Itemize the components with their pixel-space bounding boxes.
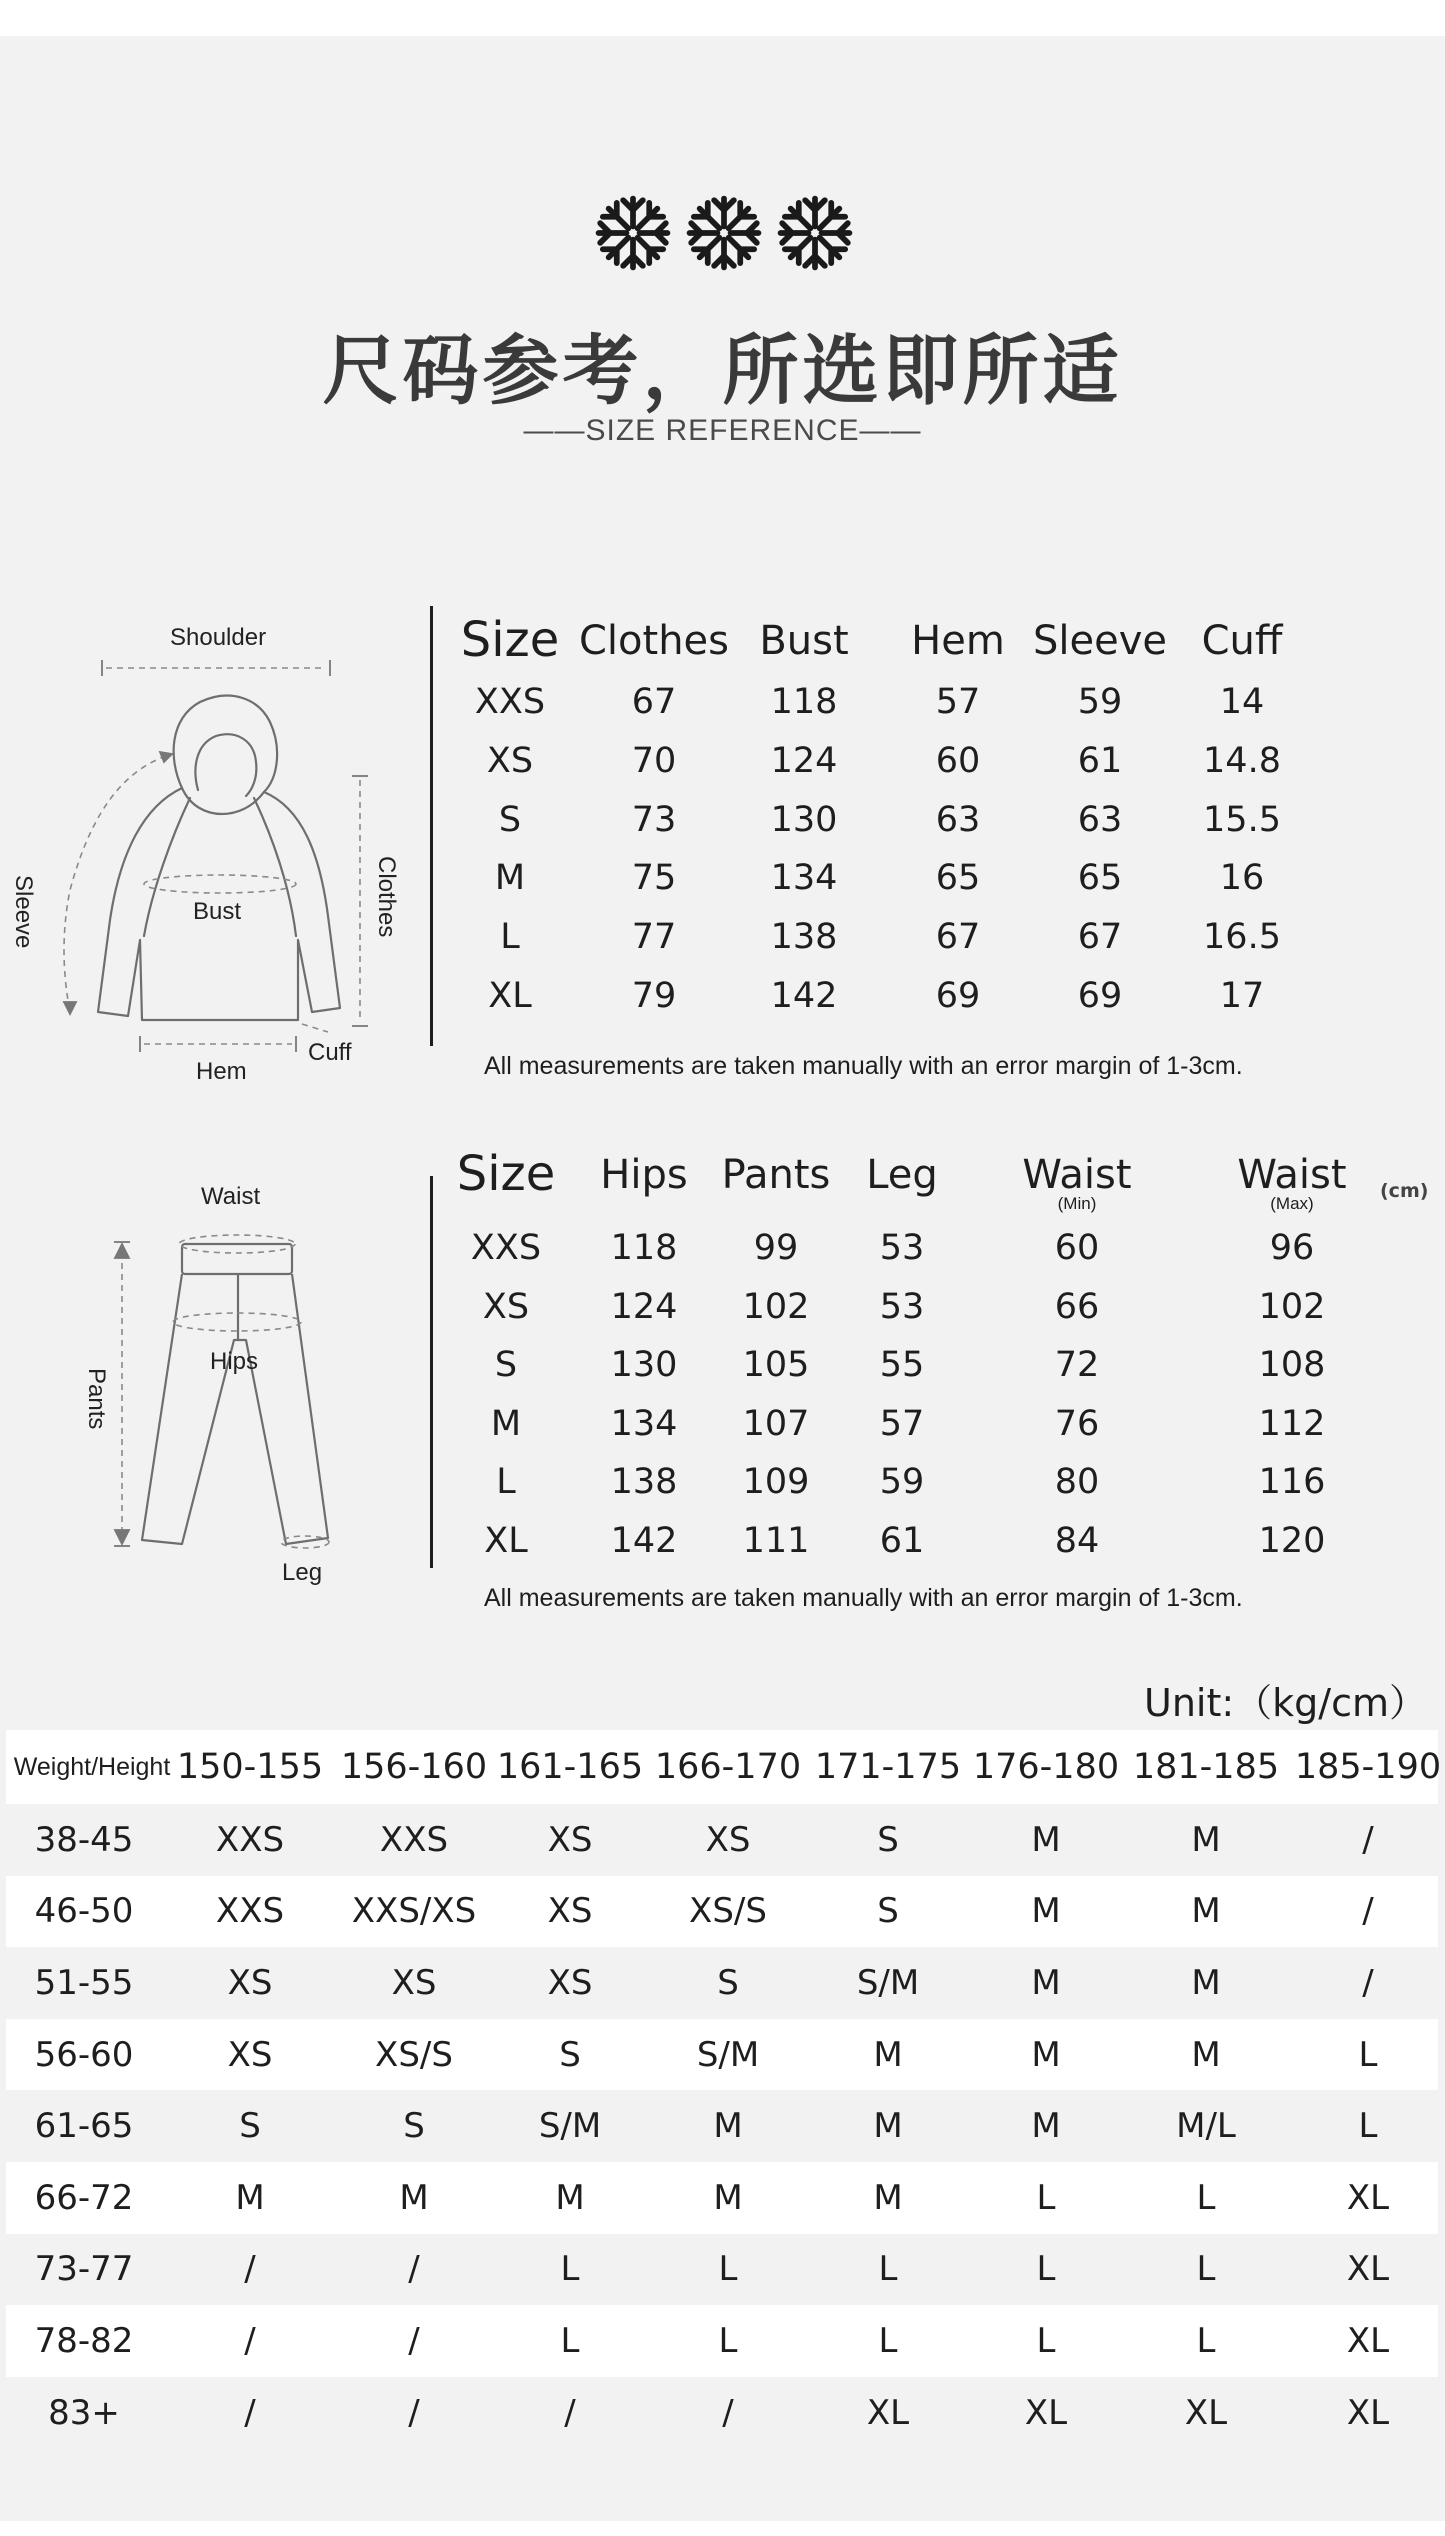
- table-cell: 102: [742, 1286, 810, 1327]
- size-cell: L: [1196, 2177, 1216, 2218]
- size-cell: XL: [1024, 2392, 1068, 2433]
- table-cell: M: [490, 1403, 522, 1444]
- table-cell: XS: [486, 740, 534, 781]
- size-cell: XL: [866, 2392, 910, 2433]
- size-cell: M: [1031, 2034, 1061, 2075]
- weight-label: 38-45: [34, 1819, 134, 1860]
- size-cell: /: [244, 2392, 256, 2433]
- snowflake-icon: [592, 192, 674, 274]
- table-row: [6, 2162, 1438, 2234]
- size-cell: /: [408, 2392, 420, 2433]
- label-sleeve: Sleeve: [10, 875, 37, 949]
- table-row: [6, 1947, 1438, 2019]
- table-cell: 16: [1219, 858, 1265, 899]
- height-header: 150-155: [176, 1747, 324, 1787]
- column-header: Waist: [1237, 1152, 1347, 1198]
- table-row: [6, 1876, 1438, 1948]
- column-header: Size: [460, 612, 560, 668]
- table-cell: XL: [484, 1521, 528, 1561]
- size-cell: M: [1031, 1819, 1061, 1860]
- label-waist: Waist: [201, 1183, 261, 1210]
- table-cell: 14: [1219, 682, 1265, 722]
- size-cell: M: [713, 2106, 743, 2147]
- size-cell: XS: [547, 1962, 593, 2003]
- weight-height-size-table: [6, 1730, 1442, 2448]
- height-header: 185-190: [1294, 1747, 1442, 1787]
- label-cuff: Cuff: [308, 1039, 352, 1066]
- table-cell: 15.5: [1203, 799, 1281, 840]
- size-cell: XL: [1346, 2320, 1390, 2361]
- height-header: 181-185: [1132, 1747, 1280, 1787]
- column-header: Bust: [759, 618, 849, 664]
- table-row: [6, 2305, 1438, 2377]
- size-cell: S: [877, 1891, 899, 1932]
- size-cell: XS: [547, 1891, 593, 1932]
- label-leg: Leg: [282, 1559, 323, 1586]
- table-row: [6, 2090, 1438, 2162]
- size-cell: L: [1036, 2177, 1056, 2218]
- table-cell: 69: [1077, 976, 1123, 1016]
- table-cell: 55: [879, 1345, 925, 1386]
- size-cell: S/M: [538, 2106, 602, 2147]
- unit-label: (cm): [1380, 1180, 1429, 1202]
- table-cell: 99: [753, 1228, 799, 1268]
- table-cell: 61: [879, 1521, 925, 1561]
- column-header: Pants: [721, 1152, 831, 1198]
- table-cell: 138: [610, 1462, 678, 1503]
- size-cell: XXS: [379, 1819, 449, 1860]
- size-cell: XS: [227, 1962, 273, 2003]
- size-cell: XXS/XS: [351, 1891, 477, 1932]
- table-cell: 138: [770, 917, 838, 958]
- table-cell: XXS: [474, 682, 546, 722]
- table-cell: 17: [1219, 976, 1265, 1016]
- size-cell: M: [555, 2177, 585, 2218]
- table-cell: 76: [1054, 1403, 1100, 1444]
- table-cell: XL: [488, 976, 532, 1016]
- height-header: 161-165: [496, 1747, 644, 1787]
- size-cell: S: [403, 2106, 425, 2147]
- size-cell: L: [1358, 2106, 1378, 2147]
- size-cell: /: [722, 2392, 734, 2433]
- table-cell: 67: [1077, 917, 1123, 958]
- weight-label: 46-50: [34, 1891, 134, 1932]
- table-cell: 134: [610, 1403, 678, 1444]
- size-cell: S: [877, 1819, 899, 1860]
- unit-label: Unit:（kg/cm）: [1144, 1681, 1427, 1725]
- size-cell: L: [1196, 2249, 1216, 2290]
- size-cell: /: [564, 2392, 576, 2433]
- column-header: Hips: [600, 1152, 688, 1198]
- table-cell: 59: [1077, 682, 1123, 722]
- size-cell: M: [873, 2034, 903, 2075]
- size-cell: L: [878, 2320, 898, 2361]
- table-cell: 53: [879, 1228, 925, 1268]
- table-cell: 80: [1054, 1462, 1100, 1503]
- size-cell: M: [1031, 1962, 1061, 2003]
- table-cell: 107: [742, 1403, 810, 1444]
- size-cell: L: [560, 2320, 580, 2361]
- table-cell: 112: [1258, 1403, 1326, 1444]
- table-cell: 120: [1258, 1521, 1326, 1561]
- table-cell: 53: [879, 1286, 925, 1327]
- size-cell: XS: [391, 1962, 437, 2003]
- table-cell: L: [496, 1462, 516, 1503]
- table-cell: 60: [935, 740, 981, 781]
- table-cell: 105: [742, 1345, 810, 1386]
- table-cell: 59: [879, 1462, 925, 1503]
- table-row: [6, 1804, 1438, 1876]
- table-cell: 60: [1054, 1228, 1100, 1268]
- table-cell: L: [500, 917, 520, 958]
- table-cell: S: [498, 799, 522, 840]
- table-cell: 77: [631, 917, 677, 958]
- column-header: Waist: [1022, 1152, 1132, 1198]
- column-header: Size: [456, 1146, 556, 1202]
- table-divider: [430, 606, 433, 1046]
- label-pants: Pants: [83, 1368, 110, 1430]
- size-cell: L: [560, 2249, 580, 2290]
- size-cell: M: [399, 2177, 429, 2218]
- table-cell: 67: [935, 917, 981, 958]
- weight-label: 56-60: [34, 2034, 134, 2075]
- column-subheader: (Min): [1057, 1194, 1097, 1213]
- size-cell: S: [239, 2106, 261, 2147]
- size-cell: XXS: [215, 1891, 285, 1932]
- table-header-row: [6, 1730, 1442, 1804]
- pants-outline-icon: [100, 1230, 360, 1570]
- table-cell: 67: [631, 682, 677, 722]
- measurement-note: All measurements are taken manually with an error margin of 1-3cm.: [484, 1584, 1243, 1612]
- column-header: Hem: [911, 618, 1005, 664]
- size-cell: /: [408, 2320, 420, 2361]
- size-cell: /: [244, 2249, 256, 2290]
- label-bust: Bust: [193, 898, 242, 925]
- size-cell: M: [1191, 1891, 1221, 1932]
- size-cell: M: [1191, 1962, 1221, 2003]
- page-subtitle: ——SIZE REFERENCE——: [523, 414, 922, 447]
- table-cell: S: [494, 1345, 518, 1386]
- table-cell: 118: [610, 1228, 678, 1268]
- table-cell: 102: [1258, 1286, 1326, 1327]
- size-cell: M: [1031, 2106, 1061, 2147]
- table-cell: 130: [770, 799, 838, 840]
- table-cell: 130: [610, 1345, 678, 1386]
- size-cell: XS: [705, 1819, 751, 1860]
- size-cell: XL: [1184, 2392, 1228, 2433]
- table-cell: 118: [770, 682, 838, 722]
- size-cell: XL: [1346, 2177, 1390, 2218]
- table-cell: 75: [631, 858, 677, 899]
- table-cell: 65: [935, 858, 981, 899]
- table-divider: [430, 1176, 433, 1568]
- size-cell: M: [1191, 1819, 1221, 1860]
- table-row: [6, 2019, 1438, 2091]
- height-header: 171-175: [814, 1747, 962, 1787]
- label-hips: Hips: [210, 1348, 259, 1375]
- table-cell: 57: [879, 1403, 925, 1444]
- table-cell: 79: [631, 976, 677, 1016]
- size-cell: L: [878, 2249, 898, 2290]
- table-cell: 57: [935, 682, 981, 722]
- weight-label: 73-77: [34, 2249, 134, 2290]
- size-cell: XXS: [215, 1819, 285, 1860]
- size-cell: /: [408, 2249, 420, 2290]
- snowflake-icon: [774, 192, 856, 274]
- size-cell: XL: [1346, 2249, 1390, 2290]
- table-cell: 109: [742, 1462, 810, 1503]
- height-header: 156-160: [340, 1747, 488, 1787]
- size-cell: L: [1036, 2249, 1056, 2290]
- page-title: 尺码参考，所选即所适: [322, 326, 1123, 415]
- column-header: Leg: [866, 1152, 938, 1198]
- size-cell: L: [1196, 2320, 1216, 2361]
- label-shoulder: Shoulder: [170, 624, 267, 651]
- size-cell: S/M: [696, 2034, 760, 2075]
- size-cell: S: [559, 2034, 581, 2075]
- table-cell: 65: [1077, 858, 1123, 899]
- size-cell: M: [713, 2177, 743, 2218]
- size-cell: XS/S: [375, 2034, 453, 2075]
- height-header: 166-170: [654, 1747, 802, 1787]
- weight-label: 78-82: [34, 2320, 134, 2361]
- size-cell: XL: [1346, 2392, 1390, 2433]
- table-cell: 124: [610, 1286, 678, 1327]
- size-cell: S/M: [856, 1962, 920, 2003]
- hoodie-outline-icon: [40, 640, 420, 1080]
- column-header: Clothes: [579, 618, 729, 664]
- size-cell: M: [235, 2177, 265, 2218]
- table-cell: 108: [1258, 1345, 1326, 1386]
- table-cell: 70: [631, 740, 677, 781]
- table-cell: 111: [742, 1521, 810, 1561]
- size-cell: /: [1362, 1962, 1374, 2003]
- table-cell: 63: [935, 799, 981, 840]
- size-cell: M: [873, 2177, 903, 2218]
- table-row: [6, 2234, 1438, 2306]
- size-cell: XS: [227, 2034, 273, 2075]
- table-cell: 72: [1054, 1345, 1100, 1386]
- size-cell: /: [244, 2320, 256, 2361]
- table-cell: 63: [1077, 799, 1123, 840]
- size-cell: L: [718, 2320, 738, 2361]
- height-header: 176-180: [972, 1747, 1120, 1787]
- label-hem: Hem: [196, 1058, 247, 1085]
- table-cell: 14.8: [1203, 740, 1281, 781]
- size-cell: L: [718, 2249, 738, 2290]
- size-cell: /: [1362, 1891, 1374, 1932]
- table-cell: 124: [770, 740, 838, 781]
- size-cell: M: [1031, 1891, 1061, 1932]
- size-cell: L: [1358, 2034, 1378, 2075]
- weight-label: 83+: [48, 2392, 120, 2433]
- size-cell: M: [873, 2106, 903, 2147]
- table-cell: 142: [610, 1521, 678, 1561]
- table-cell: XXS: [470, 1228, 542, 1268]
- table-cell: M: [494, 858, 526, 899]
- table-cell: 116: [1258, 1462, 1326, 1503]
- corner-header: Weight/Height: [13, 1752, 171, 1781]
- table-cell: 69: [935, 976, 981, 1016]
- weight-label: 61-65: [34, 2106, 134, 2147]
- size-cell: /: [1362, 1819, 1374, 1860]
- size-cell: M: [1191, 2034, 1221, 2075]
- size-cell: XS: [547, 1819, 593, 1860]
- table-cell: 134: [770, 858, 838, 899]
- column-header: Cuff: [1201, 618, 1283, 664]
- size-cell: XS/S: [689, 1891, 767, 1932]
- column-header: Sleeve: [1032, 618, 1168, 664]
- table-row: [6, 2377, 1438, 2449]
- table-cell: 96: [1269, 1228, 1315, 1268]
- weight-label: 51-55: [34, 1962, 134, 2003]
- table-cell: 142: [770, 976, 838, 1016]
- size-cell: L: [1036, 2320, 1056, 2361]
- column-subheader: (Max): [1270, 1194, 1314, 1213]
- table-cell: 84: [1054, 1521, 1100, 1561]
- size-cell: S: [717, 1962, 739, 2003]
- measurement-note: All measurements are taken manually with an error margin of 1-3cm.: [484, 1052, 1243, 1080]
- table-cell: XS: [482, 1286, 530, 1327]
- label-clothes: Clothes: [373, 856, 400, 938]
- size-cell: M/L: [1176, 2106, 1236, 2147]
- table-cell: 16.5: [1203, 917, 1281, 958]
- table-cell: 73: [631, 799, 677, 840]
- table-cell: 66: [1054, 1286, 1100, 1327]
- weight-label: 66-72: [34, 2177, 134, 2218]
- table-cell: 61: [1077, 740, 1123, 781]
- snowflake-icon: [683, 192, 765, 274]
